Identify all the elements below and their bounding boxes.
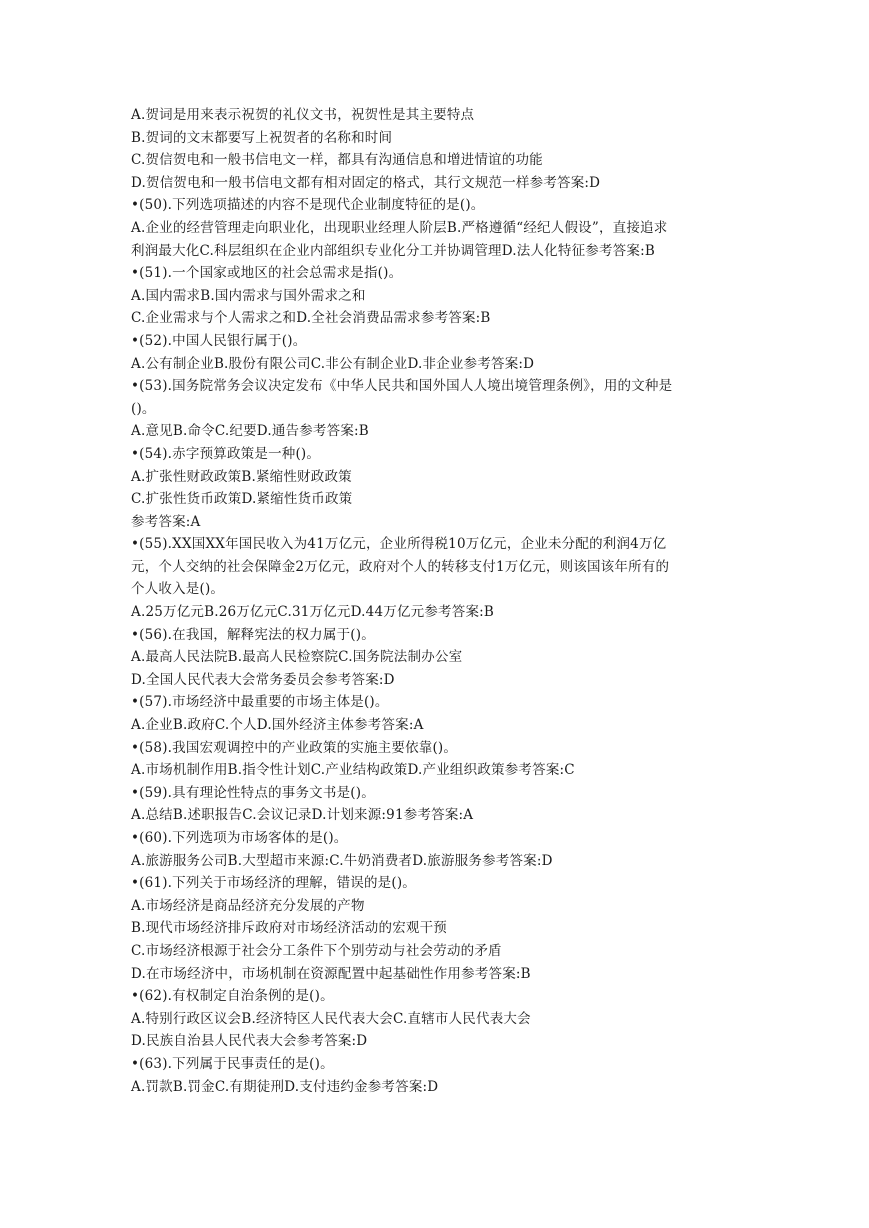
text-line: A.罚款B.罚金C.有期徒刑D.支付违约金参考答案:D — [131, 1078, 439, 1095]
text-line: D.在市场经济中，市场机制在资源配置中起基础性作用参考答案:B — [131, 965, 531, 982]
text-line: C.扩张性货币政策D.紧缩性货币政策 — [131, 491, 353, 508]
question-56: •(56).在我国，解释宪法的权力属于()。 — [131, 626, 375, 643]
text-line: D.全国人民代表大会常务委员会参考答案:D — [131, 671, 395, 688]
document-text — [131, 104, 741, 1098]
text-line: A.意见B.命令C.纪要D.通告参考答案:B — [131, 423, 369, 440]
text-line: A.企业的经营管理走向职业化，出现职业经理人阶层B.严格遵循“经纪人假设”，直接追求 — [131, 219, 668, 236]
text-line: A.扩张性财政政策B.紧缩性财政政策 — [131, 468, 352, 485]
text-line: B.现代市场经济排斥政府对市场经济活动的宏观干预 — [131, 920, 448, 937]
text-line: A.企业B.政府C.个人D.国外经济主体参考答案:A — [131, 717, 424, 734]
question-54: •(54).赤字预算政策是一种()。 — [131, 445, 321, 462]
question-62: •(62).有权制定自治条例的是()。 — [131, 988, 334, 1005]
text-line: C.企业需求与个人需求之和D.全社会消费品需求参考答案:B — [131, 310, 491, 327]
text-line: B.贺词的文末都要写上祝贺者的名称和时间 — [131, 129, 393, 146]
text-line: C.贺信贺电和一般书信电文一样，都具有沟通信息和增进情谊的功能 — [131, 152, 543, 169]
text-line: D.民族自治县人民代表大会参考答案:D — [131, 1033, 368, 1050]
question-51: •(51).一个国家或地区的社会总需求是指()。 — [131, 265, 403, 282]
text-line: 个人收入是()。 — [131, 581, 225, 598]
text-line: A.市场机制作用B.指令性计划C.产业结构政策D.产业组织政策参考答案:C — [131, 762, 575, 779]
text-line: 参考答案:A — [131, 513, 201, 530]
text-line: A.旅游服务公司B.大型超市来源:C.牛奶消费者D.旅游服务参考答案:D — [131, 852, 553, 869]
text-line: 利润最大化C.科层组织在企业内部组织专业化分工并协调管理D.法人化特征参考答案:B — [131, 242, 655, 259]
question-60: •(60).下列选项为市场客体的是()。 — [131, 830, 348, 846]
text-line: A.公有制企业B.股份有限公司C.非公有制企业D.非企业参考答案:D — [131, 355, 535, 372]
text-line: ()。 — [131, 400, 156, 417]
text-line: A.市场经济是商品经济充分发展的产物 — [131, 897, 365, 914]
text-line: A.最高人民法院B.最高人民检察院C.国务院法制办公室 — [131, 649, 463, 666]
question-59: •(59).具有理论性特点的事务文书是()。 — [131, 784, 375, 801]
text-line: D.贺信贺电和一般书信电文都有相对固定的格式，其行文规范一样参考答案:D — [131, 174, 601, 191]
question-63: •(63).下列属于民事责任的是()。 — [131, 1055, 334, 1072]
question-58: •(58).我国宏观调控中的产业政策的实施主要依靠()。 — [131, 739, 458, 756]
question-61: •(61).下列关于市场经济的理解，错误的是()。 — [131, 875, 416, 892]
question-52: •(52).中国人民银行属于()。 — [131, 332, 307, 349]
text-line: 元，个人交纳的社会保障金2万亿元，政府对个人的转移支付1万亿元，则该国该年所有的 — [131, 558, 670, 575]
text-line: A.25万亿元B.26万亿元C.31万亿元D.44万亿元参考答案:B — [131, 604, 495, 621]
text-line: A.国内需求B.国内需求与国外需求之和 — [131, 287, 366, 304]
question-55: •(55).XX国XX年国民收入为41万亿元，企业所得税10万亿元，企业未分配的利润4万亿 — [131, 536, 667, 553]
text-line: C.市场经济根源于社会分工条件下个别劳动与社会劳动的矛盾 — [131, 942, 502, 959]
text-line: A.特别行政区议会B.经济特区人民代表大会C.直辖市人民代表大会 — [131, 1010, 531, 1027]
question-57: •(57).市场经济中最重要的市场主体是()。 — [131, 694, 389, 711]
question-53: •(53).国务院常务会议决定发布《中华人民共和国外国人人境出境管理条例》，用的文种是 — [131, 378, 673, 395]
text-line: A.贺词是用来表示祝贺的礼仪文书，祝贺性是其主要特点 — [131, 107, 475, 123]
text-line: A.总结B.述职报告C.会议记录D.计划来源:91参考答案:A — [131, 807, 474, 824]
question-50: •(50).下列选项描述的内容不是现代企业制度特征的是()。 — [131, 197, 485, 214]
